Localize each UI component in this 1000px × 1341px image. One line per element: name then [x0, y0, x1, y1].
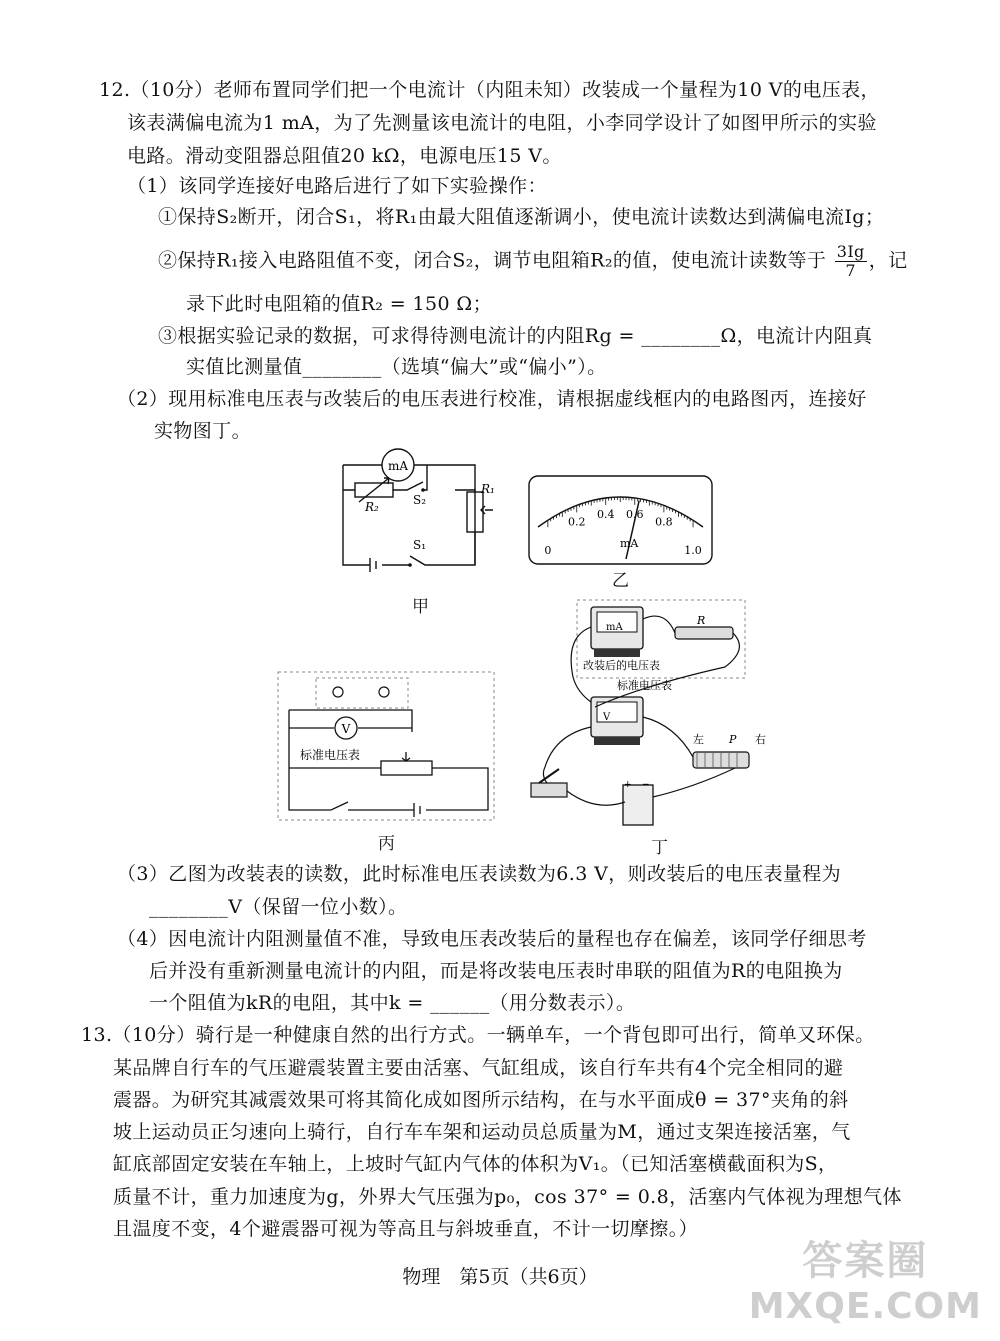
q12-step-2c: 录下此时电阻箱的值R₂ = 150 Ω；	[186, 293, 492, 315]
fig-jia-r2-label: R₂	[365, 500, 379, 514]
fig-yi-tick-label: 0.2	[568, 515, 586, 529]
q12-part2a: （2）现用标准电压表与改装后的电压表进行校准，请根据虚线框内的电路图丙，连接好	[117, 388, 867, 410]
q12-line-2: 该表满偏电流为1 mA，为了先测量该电流计的电阻，小李同学设计了如图甲所示的实验	[127, 112, 877, 134]
q12-step-1: ①保持S₂断开，闭合S₁，将R₁由最大阻值逐渐调小，使电流计读数达到满偏电流Ig；	[158, 206, 885, 228]
q12-step-2-tail: ，记	[868, 249, 908, 272]
page-footer: 物理 第5页（共6页）	[402, 1266, 598, 1288]
fig-yi-tick-label: 0	[544, 544, 552, 558]
figure-ding-apparatus	[525, 597, 766, 829]
watermark	[749, 1229, 982, 1327]
q12-part4c: 一个阻值为kR的电阻，其中k = ______（用分数表示）。	[149, 992, 636, 1014]
fraction	[835, 243, 867, 280]
fig-ding-std-label: 标准电压表	[617, 679, 672, 692]
q12-line-1: 12.（10分）老师布置同学们把一个电流计（内阻未知）改装成一个量程为10 V的电压表，	[99, 79, 880, 101]
fig-ding-caption: 丁	[651, 838, 668, 858]
figure-bing-circuit	[276, 670, 498, 825]
fig-ding-ma-label: mA	[606, 622, 623, 633]
fig-jia-s2-label: S₂	[413, 493, 427, 507]
watermark-logo: 答案圈	[802, 1238, 929, 1284]
q13-line-3: 震器。为研究其减震效果可将其简化成如图所示结构，在与水平面成θ = 37°夹角的斜	[113, 1089, 849, 1111]
fig-jia-caption: 甲	[412, 597, 429, 617]
fig-jia-meter-label: mA	[387, 459, 409, 473]
fig-ding-right-label: 右	[755, 733, 766, 746]
q12-part2b: 实物图丁。	[154, 420, 252, 442]
q12-step-3b: 实值比测量值________（选填“偏大”或“偏小”）。	[186, 356, 607, 378]
q12-part4b: 后并没有重新测量电流计的内阻，而是将改装电压表时串联的阻值为R的电阻换为	[149, 960, 843, 982]
svg-text:−: −	[642, 780, 650, 790]
fig-ding-p-label: P	[729, 733, 737, 746]
figure-yi-meter	[528, 475, 713, 565]
fig-yi-tick-label: 0.6	[626, 507, 644, 521]
fig-yi-tick-label: 0.8	[655, 515, 673, 529]
fig-yi-tick-label: 1.0	[684, 544, 702, 558]
q12-part3a: （3）乙图为改装表的读数，此时标准电压表读数为6.3 V，则改装后的电压表量程为	[117, 863, 842, 885]
fig-bing-meter-label: V	[341, 722, 351, 736]
fig-bing-label: 标准电压表	[300, 748, 361, 762]
fraction-numerator: 3Ig	[836, 242, 865, 261]
fig-yi-tick-label: 0.4	[596, 507, 615, 521]
q12-line-3: 电路。滑动变阻器总阻值20 kΩ，电源电压15 V。	[127, 145, 562, 167]
fig-ding-v-label: V	[603, 712, 611, 723]
q13-line-2: 某品牌自行车的气压避震装置主要由活塞、气缸组成，该自行车共有4个完全相同的避	[113, 1057, 844, 1079]
fig-ding-top-label: 改装后的电压表	[583, 659, 660, 672]
figure-jia-circuit	[335, 450, 510, 590]
q12-step-2a	[158, 243, 908, 280]
q12-part1-intro: （1）该同学连接好电路后进行了如下实验操作：	[127, 175, 547, 197]
q13-line-6: 质量不计，重力加速度为g，外界大气压强为p₀，cos 37° = 0.8，活塞内气体视为理想气体	[113, 1186, 902, 1208]
q12-step-2-text: ②保持R₁接入电路阻值不变，闭合S₂，调节电阻箱R₂的值，使电流计读数等于	[158, 249, 827, 272]
fraction-denominator: 7	[845, 261, 856, 280]
fig-jia-r1-label: R₁	[481, 482, 495, 496]
fig-ding-r-label: R	[697, 614, 706, 627]
svg-text:+: +	[624, 780, 632, 790]
q13-line-1: 13.（10分）骑行是一种健康自然的出行方式。一辆单车，一个背包即可出行，简单又环保。	[81, 1024, 875, 1046]
watermark-url: MXQE.COM	[748, 1286, 982, 1327]
q13-line-5: 缸底部固定安装在车轴上，上坡时气缸内气体的体积为V₁。（已知活塞横截面积为S，	[113, 1153, 838, 1175]
q12-part4a: （4）因电流计内阻测量值不准，导致电压表改装后的量程也存在偏差，该同学仔细思考	[117, 928, 867, 950]
q12-step-3a: ③根据实验记录的数据，可求得待测电流计的内阻Rg = ________Ω，电流计内阻真	[158, 325, 873, 347]
fig-ding-left-label: 左	[693, 733, 704, 746]
q12-part3b: ________V（保留一位小数）。	[149, 896, 408, 918]
fig-bing-caption: 丙	[378, 834, 395, 854]
fig-yi-caption: 乙	[612, 571, 629, 591]
q13-line-7: 且温度不变，4个避震器可视为等高且与斜坡垂直，不计一切摩擦。）	[113, 1218, 698, 1240]
fig-jia-s1-label: S₁	[413, 538, 427, 552]
fig-yi-unit: mA	[620, 537, 639, 550]
q13-line-4: 坡上运动员正匀速向上骑行，自行车车架和运动员总质量为M，通过支架连接活塞，气	[113, 1121, 851, 1143]
